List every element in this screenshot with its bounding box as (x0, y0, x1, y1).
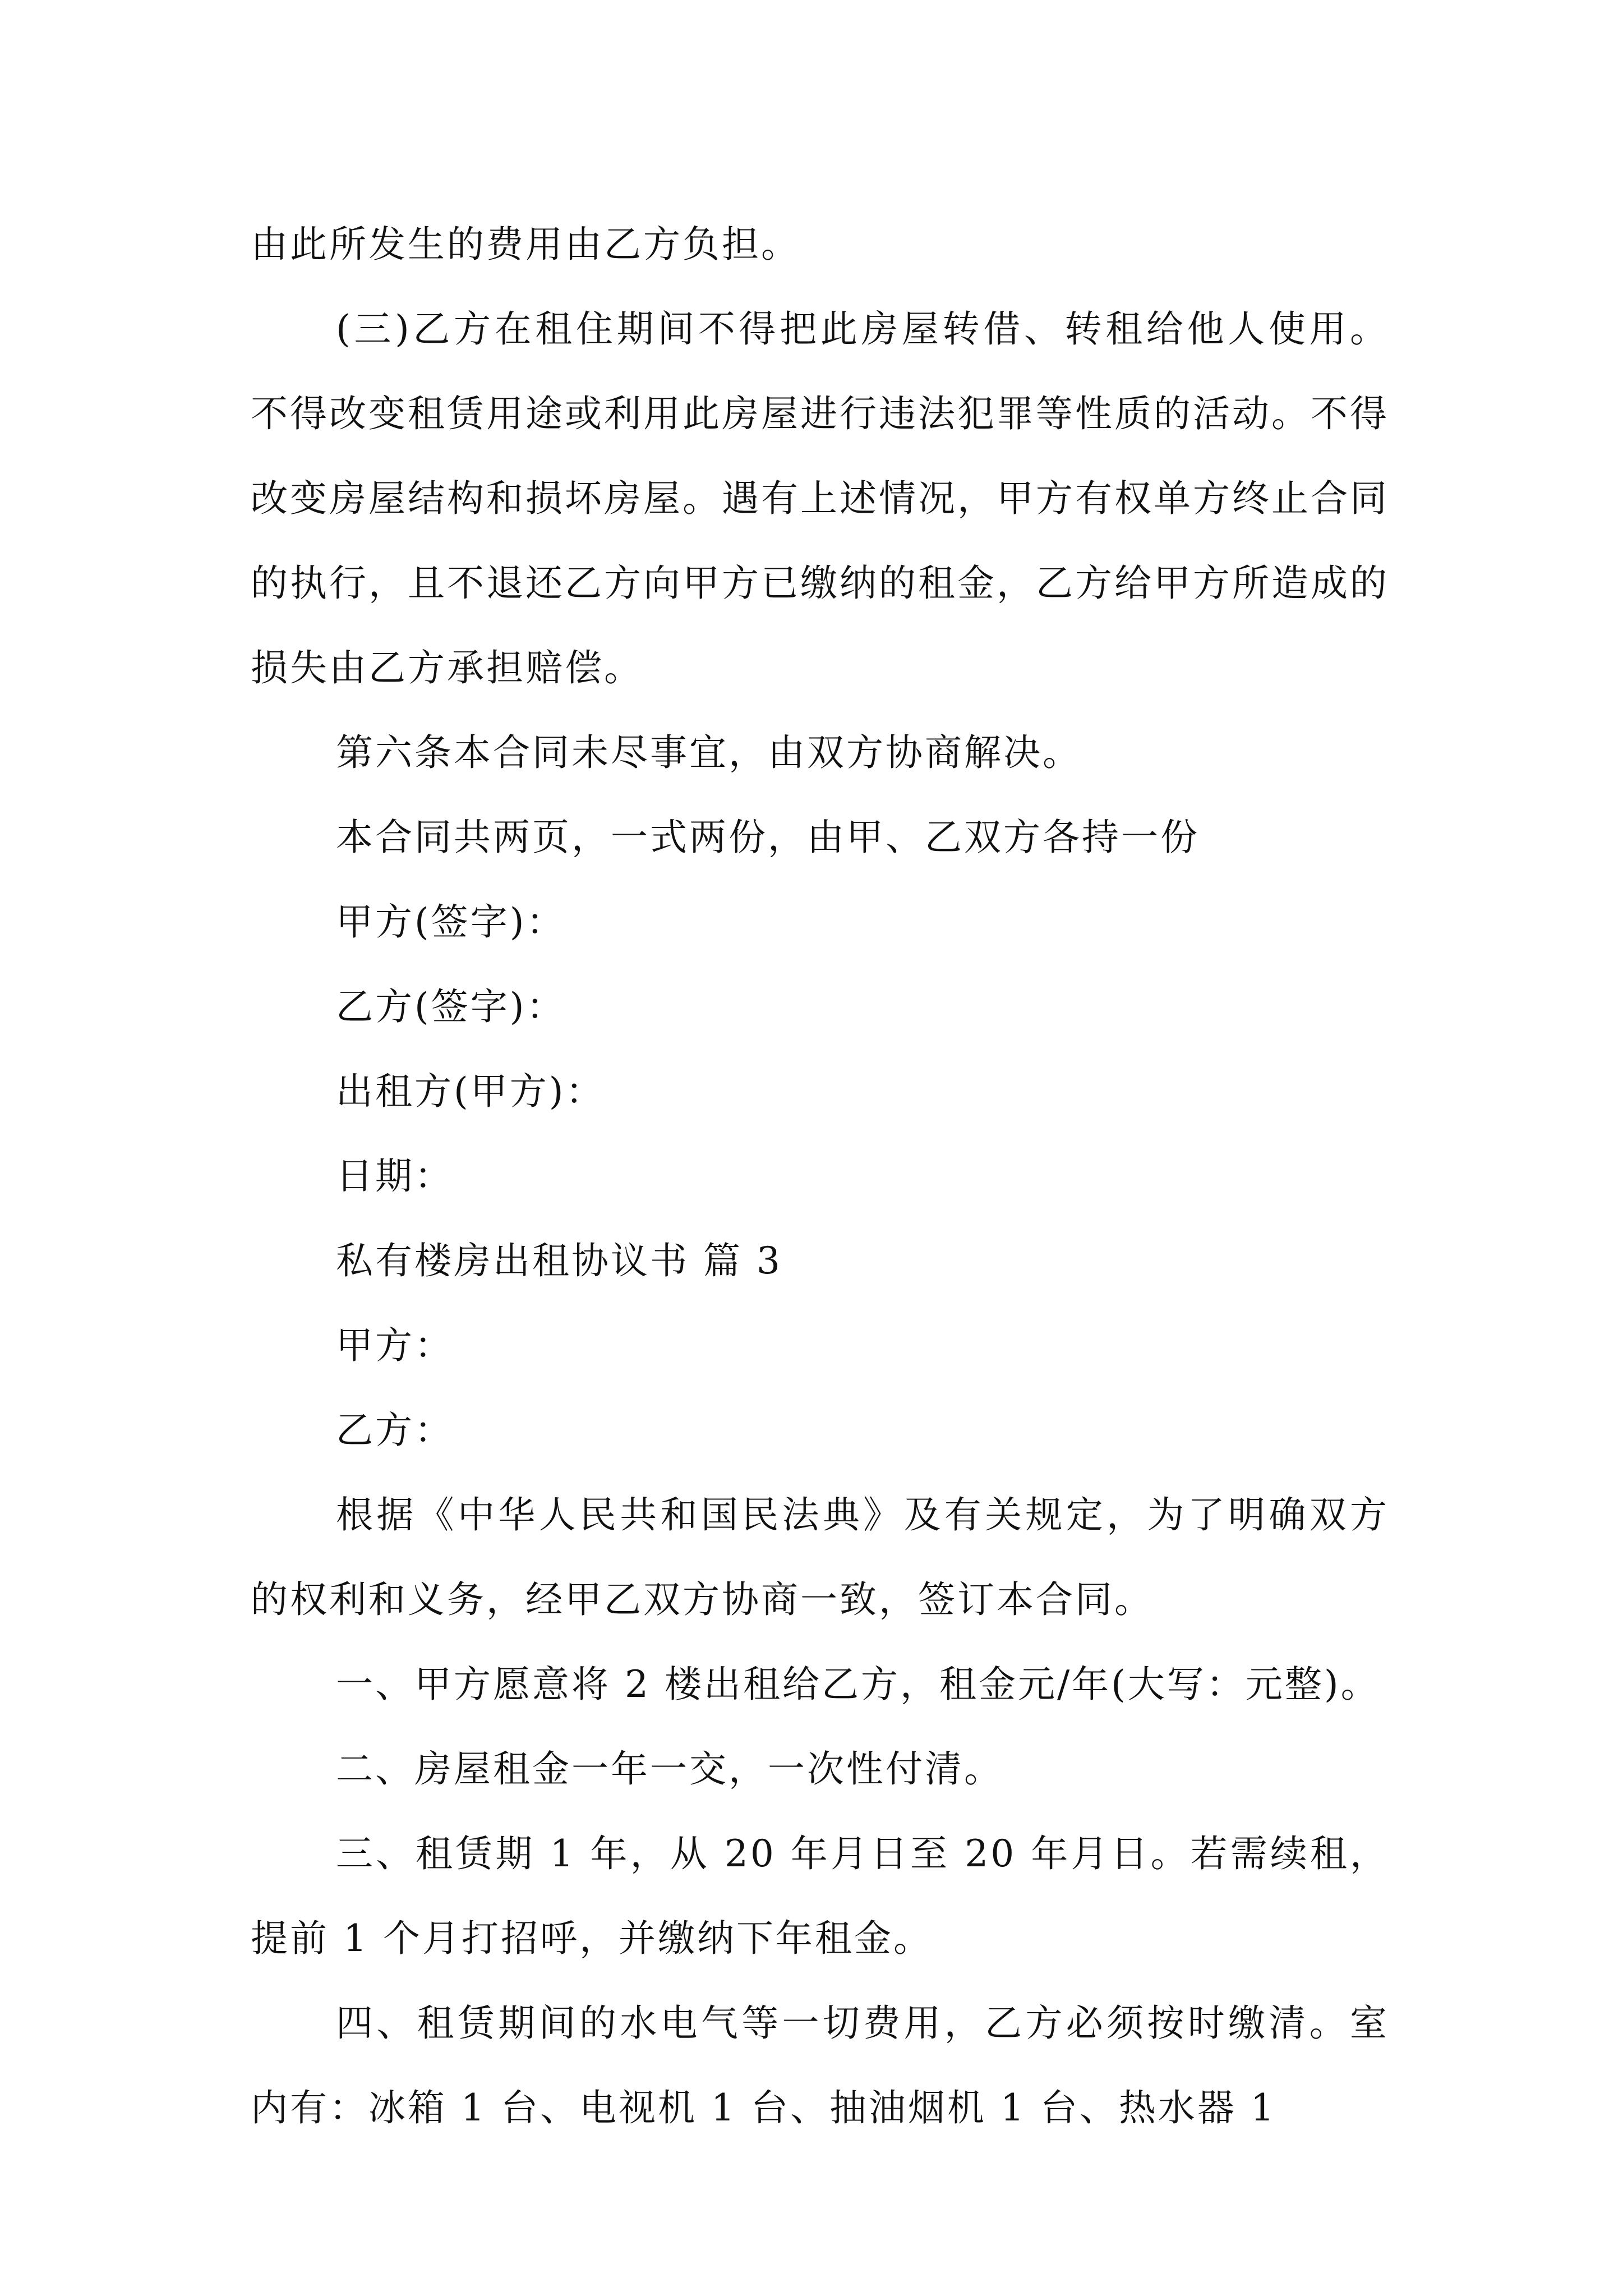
document-body (251, 202, 1389, 2150)
party-a-label: 甲方： (336, 1324, 454, 1367)
paragraph-expense-burden: 由此所发生的费用由乙方负担。 (251, 223, 800, 266)
paragraph-clause-three: (三)乙方在租住期间不得把此房屋转借、转租给他人使用。不得改变租赁用途或利用此房屋进行违法犯罪等性质的活动。不得改变房屋结构和损坏房屋。遇有上述情况，甲方有权单方终止合同的执行，且不退还乙方向甲方已缴纳的租金，乙方给甲方所造成的损失由乙方承担赔偿。 (251, 307, 1389, 689)
signature-date: 日期： (336, 1154, 454, 1198)
paragraph-copies: 本合同共两页，一式两份，由甲、乙双方各持一份 (336, 816, 1200, 859)
paragraph-item-three: 三、租赁期 1 年，从 20 年月日至 20 年月日。若需续租，提前 1 个月打招呼，并缴纳下年租金。 (251, 1832, 1389, 1960)
party-b-label: 乙方： (336, 1409, 454, 1452)
signature-lessor: 出租方(甲方)： (336, 1070, 605, 1113)
paragraph-item-four: 四、租赁期间的水电气等一切费用，乙方必须按时缴清。室内有：冰箱 1 台、电视机 1 台、抽油烟机 1 台、热水器 1 (251, 2001, 1389, 2129)
signature-party-b: 乙方(签字)： (336, 985, 566, 1028)
paragraph-article-six: 第六条本合同未尽事宜，由双方协商解决。 (336, 731, 1082, 774)
paragraph-preamble: 根据《中华人民共和国民法典》及有关规定，为了明确双方的权利和义务，经甲乙双方协商一致，签订本合同。 (251, 1493, 1389, 1621)
paragraph-item-one: 一、甲方愿意将 2 楼出租给乙方，租金元/年(大写：元整)。 (336, 1663, 1380, 1706)
signature-party-a: 甲方(签字)： (336, 900, 566, 944)
section-title: 私有楼房出租协议书 篇 3 (336, 1239, 782, 1282)
paragraph-item-two: 二、房屋租金一年一交，一次性付清。 (336, 1747, 1003, 1791)
